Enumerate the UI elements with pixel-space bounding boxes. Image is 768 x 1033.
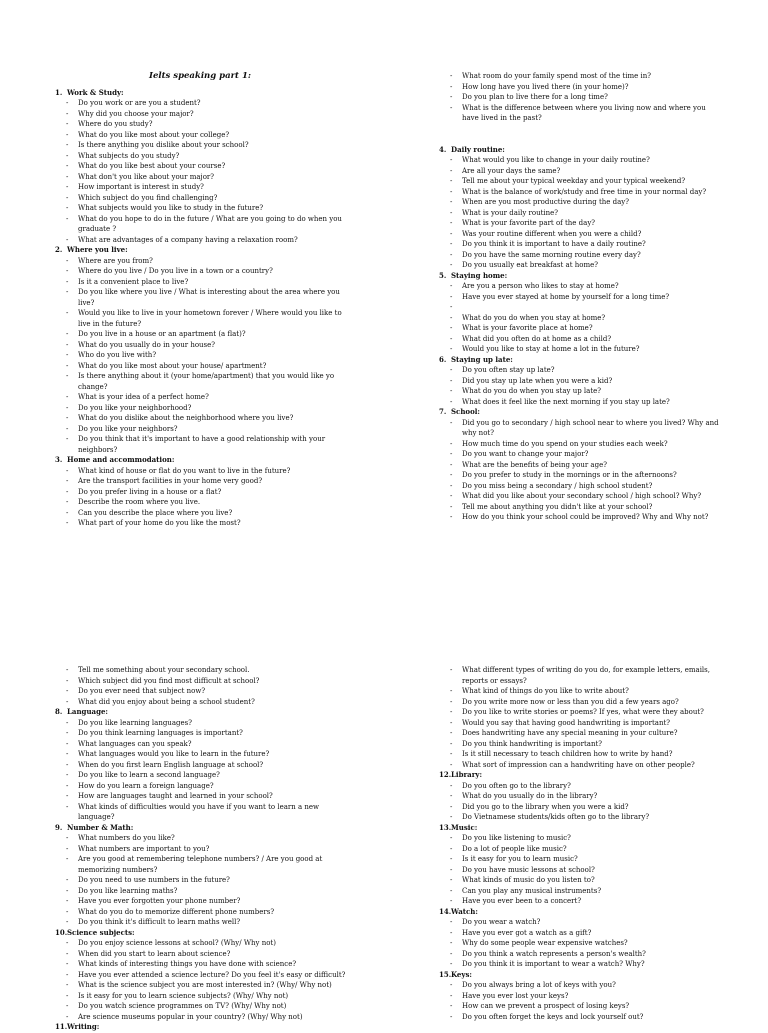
question-item: - Tell me something about your secondary school. bbox=[55, 665, 355, 676]
question-item: - Do you like learning languages? bbox=[55, 718, 355, 729]
section-title: Music: bbox=[451, 822, 478, 832]
question-item: - Would you say that having good handwriting is important? bbox=[439, 718, 721, 729]
question-item: - How are languages taught and learned in your school? bbox=[55, 791, 355, 802]
question-item: - Do you write more now or less than you did a few years ago? bbox=[439, 697, 721, 708]
question-item: - Is it easy for you to learn music? bbox=[439, 854, 721, 865]
question-list bbox=[55, 466, 355, 529]
question-item: - Do you think it is important to wear a watch? Why? bbox=[439, 959, 721, 970]
section-number: 6. bbox=[439, 354, 447, 364]
section bbox=[55, 245, 355, 455]
question-item: - Have you ever stayed at home by yourself for a long time? bbox=[439, 292, 721, 303]
question-item: - What is your favorite part of the day? bbox=[439, 218, 721, 229]
question-item: - What room do your family spend most of the time in? bbox=[439, 71, 721, 82]
question-item: - Do you think it is important to have a daily routine? bbox=[439, 239, 721, 250]
section-number: 3. bbox=[55, 455, 63, 464]
question-item: - Are you a person who likes to stay at home? bbox=[439, 281, 721, 292]
question-list bbox=[439, 281, 721, 355]
question-item: - What do you like most about your college? bbox=[55, 130, 355, 141]
section-heading bbox=[439, 907, 721, 918]
section bbox=[439, 970, 721, 1023]
section-heading bbox=[55, 455, 355, 466]
question-item: - Does handwriting have any special meaning in your culture? bbox=[439, 728, 721, 739]
question-item: - Do you like learning maths? bbox=[55, 886, 355, 897]
question-item: - How long have you lived there (in your home)? bbox=[439, 82, 721, 93]
section-heading bbox=[439, 355, 721, 366]
section-title: Watch: bbox=[451, 906, 478, 916]
question-item: - Do you like listening to music? bbox=[439, 833, 721, 844]
section-heading bbox=[439, 145, 721, 156]
question-item: - Who do you live with? bbox=[55, 350, 355, 361]
section-number: 11. bbox=[55, 1022, 68, 1031]
section bbox=[439, 823, 721, 907]
section-number: 12. bbox=[439, 770, 452, 779]
spacer bbox=[439, 124, 721, 135]
section-number: 10. bbox=[55, 927, 68, 937]
question-item: - Do you think learning languages is important? bbox=[55, 728, 355, 739]
question-item: - Can you describe the place where you live? bbox=[55, 508, 355, 519]
question-item: - Do you think handwriting is important? bbox=[439, 739, 721, 750]
question-list bbox=[55, 98, 355, 245]
question-list bbox=[439, 155, 721, 271]
question-item: - Do you ever need that subject now? bbox=[55, 686, 355, 697]
question-item: - When did you start to learn about science? bbox=[55, 949, 355, 960]
section bbox=[55, 707, 355, 823]
section bbox=[439, 407, 721, 523]
question-item: - What would you like to change in your daily routine? bbox=[439, 155, 721, 166]
question-item: - Do a lot of people like music? bbox=[439, 844, 721, 855]
question-item: - Which subject did you find most difficult at school? bbox=[55, 676, 355, 687]
section bbox=[439, 355, 721, 408]
question-item: - What is your favorite place at home? bbox=[439, 323, 721, 334]
question-item: - What kind of house or flat do you want to live in the future? bbox=[55, 466, 355, 477]
section-title: Staying home: bbox=[451, 270, 508, 280]
question-item: - Where are you from? bbox=[55, 256, 355, 267]
spacer bbox=[439, 134, 721, 145]
question-item: - Do you have music lessons at school? bbox=[439, 865, 721, 876]
question-item: - Do you plan to live there for a long time? bbox=[439, 92, 721, 103]
section-heading bbox=[55, 88, 355, 99]
top-right-column bbox=[439, 71, 721, 523]
section-number: 2. bbox=[55, 245, 63, 254]
question-list bbox=[55, 938, 355, 1022]
question-item: - Do you think that it's important to have a good relationship with your neighbors? bbox=[55, 434, 355, 455]
section bbox=[439, 770, 721, 823]
question-item: - What languages would you like to learn in the future? bbox=[55, 749, 355, 760]
question-item: - What did you like about your secondary school / high school? Why? bbox=[439, 491, 721, 502]
question-item: - Are the transport facilities in your home very good? bbox=[55, 476, 355, 487]
section-number: 1. bbox=[55, 87, 63, 97]
question-item: - What subjects do you study? bbox=[55, 151, 355, 162]
question-item: - Is it still necessary to teach children how to write by hand? bbox=[439, 749, 721, 760]
question-item: - What is the science subject you are most interested in? (Why/ Why not) bbox=[55, 980, 355, 991]
question-item: - Do you work or are you a student? bbox=[55, 98, 355, 109]
section-number: 7. bbox=[439, 407, 447, 416]
question-item: - What did you enjoy about being a school student? bbox=[55, 697, 355, 708]
section-heading bbox=[439, 407, 721, 418]
question-item: - What do you do when you stay at home? bbox=[439, 313, 721, 324]
question-list bbox=[55, 833, 355, 928]
question-item: - How do you think your school could be improved? Why and Why not? bbox=[439, 512, 721, 523]
question-item: - Do you think a watch represents a person's wealth? bbox=[439, 949, 721, 960]
question-list bbox=[439, 917, 721, 970]
question-item: - Are science museums popular in your country? (Why/ Why not) bbox=[55, 1012, 355, 1023]
top-left-column bbox=[55, 71, 355, 529]
question-item: - What do you like best about your course? bbox=[55, 161, 355, 172]
question-item: - What do you usually do in your house? bbox=[55, 340, 355, 351]
question-item: - What did you often do at home as a child? bbox=[439, 334, 721, 345]
question-item: - Do you like where you live / What is interesting about the area where you live? bbox=[55, 287, 355, 308]
question-list bbox=[439, 833, 721, 907]
question-item: - What subjects would you like to study in the future? bbox=[55, 203, 355, 214]
section-title: Library: bbox=[451, 770, 483, 779]
section bbox=[55, 823, 355, 928]
section-title: Daily routine: bbox=[451, 144, 505, 154]
question-item: - What are advantages of a company having a relaxation room? bbox=[55, 235, 355, 246]
question-item: - Did you stay up late when you were a kid? bbox=[439, 376, 721, 387]
bottom-right-column bbox=[439, 665, 721, 1022]
question-item: - What do you usually do in the library? bbox=[439, 791, 721, 802]
question-item: - Is it easy for you to learn science subjects? (Why/ Why not) bbox=[55, 991, 355, 1002]
question-item: - What do you hope to do in the future / What are you going to do when you graduate ? bbox=[55, 214, 355, 235]
section-heading bbox=[55, 928, 355, 939]
question-item: - How can we prevent a prospect of losing keys? bbox=[439, 1001, 721, 1012]
question-item: - Was your routine different when you were a child? bbox=[439, 229, 721, 240]
question-item: - What kinds of difficulties would you have if you want to learn a new language? bbox=[55, 802, 355, 823]
section-number: 9. bbox=[55, 822, 63, 832]
question-list bbox=[55, 256, 355, 456]
question-item: - Do you often forget the keys and lock yourself out? bbox=[439, 1012, 721, 1023]
section bbox=[439, 145, 721, 271]
question-item: - What are the benefits of being your age? bbox=[439, 460, 721, 471]
question-item: - Have you ever got a watch as a gift? bbox=[439, 928, 721, 939]
section-title: Writing: bbox=[67, 1022, 100, 1031]
section-heading bbox=[439, 823, 721, 834]
section-heading bbox=[55, 245, 355, 256]
question-item: - Which subject do you find challenging? bbox=[55, 193, 355, 204]
question-item: - Do you think it's difficult to learn maths well? bbox=[55, 917, 355, 928]
question-item: - What kinds of interesting things you have done with science? bbox=[55, 959, 355, 970]
question-item: - What kinds of music do you listen to? bbox=[439, 875, 721, 886]
section-title: Keys: bbox=[451, 969, 472, 979]
question-item: - When do you first learn English language at school? bbox=[55, 760, 355, 771]
question-item: - What does it feel like the next morning if you stay up late? bbox=[439, 397, 721, 408]
question-item: - Do you live in a house or an apartment (a flat)? bbox=[55, 329, 355, 340]
question-item: - Would you like to live in your hometown forever / Where would you like to live in the future? bbox=[55, 308, 355, 329]
section-title: Staying up late: bbox=[451, 354, 513, 364]
section-number: 13. bbox=[439, 822, 452, 832]
question-item: - Are all your days the same? bbox=[439, 166, 721, 177]
section-number: 15. bbox=[439, 969, 452, 979]
question-item: - Do you prefer living in a house or a flat? bbox=[55, 487, 355, 498]
question-item: - What do you do to memorize different phone numbers? bbox=[55, 907, 355, 918]
question-item: - Why did you choose your major? bbox=[55, 109, 355, 120]
question-item: - What is your daily routine? bbox=[439, 208, 721, 219]
question-item: - What don't you like about your major? bbox=[55, 172, 355, 183]
question-item: - Describe the room where you live. bbox=[55, 497, 355, 508]
question-item: - What numbers are important to you? bbox=[55, 844, 355, 855]
section-heading bbox=[55, 707, 355, 718]
question-list bbox=[55, 718, 355, 823]
question-item: - Do you wear a watch? bbox=[439, 917, 721, 928]
question-list bbox=[439, 665, 721, 770]
section-title: Where you live: bbox=[67, 245, 128, 254]
question-item: - Do you watch science programmes on TV? (Why/ Why not) bbox=[55, 1001, 355, 1012]
question-item: - Do you always bring a lot of keys with you? bbox=[439, 980, 721, 991]
section bbox=[439, 271, 721, 355]
section-heading bbox=[439, 770, 721, 781]
question-item: - Is there anything about it (your home/apartment) that you would like yo change? bbox=[55, 371, 355, 392]
question-item: - Do you prefer to study in the mornings or in the afternoons? bbox=[439, 470, 721, 481]
question-item: - Did you go to secondary / high school near to where you lived? Why and why not? bbox=[439, 418, 721, 439]
question-item: - Do you miss being a secondary / high school student? bbox=[439, 481, 721, 492]
question-item: - Have you ever forgotten your phone number? bbox=[55, 896, 355, 907]
question-item: - Do you want to change your major? bbox=[439, 449, 721, 460]
question-item: - Did you go to the library when you were a kid? bbox=[439, 802, 721, 813]
section-heading bbox=[439, 970, 721, 981]
question-item: - Do you enjoy science lessons at school? (Why/ Why not) bbox=[55, 938, 355, 949]
page-title: Ielts speaking part 1: bbox=[149, 71, 251, 81]
question-item: - Do you often stay up late? bbox=[439, 365, 721, 376]
section-heading bbox=[55, 823, 355, 834]
section-number: 14. bbox=[439, 906, 452, 916]
section-number: 5. bbox=[439, 270, 447, 280]
question-item: - What is the balance of work/study and free time in your normal day? bbox=[439, 187, 721, 198]
question-item: - Do you usually eat breakfast at home? bbox=[439, 260, 721, 271]
question-item: - What do you do when you stay up late? bbox=[439, 386, 721, 397]
section-heading bbox=[439, 271, 721, 282]
question-item: - Is there anything you dislike about your school? bbox=[55, 140, 355, 151]
section-title: Work & Study: bbox=[67, 87, 124, 97]
question-item bbox=[439, 302, 721, 313]
question-item: - When are you most productive during the day? bbox=[439, 197, 721, 208]
question-item: - Have you ever lost your keys? bbox=[439, 991, 721, 1002]
bottom-left-column bbox=[55, 665, 355, 1033]
question-item: - Are you good at remembering telephone numbers? / Are you good at memorizing numbers? bbox=[55, 854, 355, 875]
section bbox=[55, 455, 355, 529]
section-title: Number & Math: bbox=[67, 822, 134, 832]
question-item: - How much time do you spend on your studies each week? bbox=[439, 439, 721, 450]
question-item: - Do you often go to the library? bbox=[439, 781, 721, 792]
question-item: - Do you need to use numbers in the future? bbox=[55, 875, 355, 886]
section-title: Home and accommodation: bbox=[67, 455, 175, 464]
question-item: - Do you like to write stories or poems? If yes, what were they about? bbox=[439, 707, 721, 718]
question-item: - How do you learn a foreign language? bbox=[55, 781, 355, 792]
section bbox=[55, 88, 355, 246]
question-item: - What languages can you speak? bbox=[55, 739, 355, 750]
question-item: - Do Vietnamese students/kids often go to the library? bbox=[439, 812, 721, 823]
question-item: - What is your idea of a perfect home? bbox=[55, 392, 355, 403]
question-item: - Have you ever been to a concert? bbox=[439, 896, 721, 907]
question-item: - Is it a convenient place to live? bbox=[55, 277, 355, 288]
question-list bbox=[439, 980, 721, 1022]
question-item: - What is the difference between where you living now and where you have lived in the past? bbox=[439, 103, 721, 124]
question-item: - Where do you live / Do you live in a town or a country? bbox=[55, 266, 355, 277]
question-item: - Do you like your neighbors? bbox=[55, 424, 355, 435]
section-number: 8. bbox=[55, 707, 63, 716]
question-item: - What numbers do you like? bbox=[55, 833, 355, 844]
question-item: - Tell me about your typical weekday and your typical weekend? bbox=[439, 176, 721, 187]
question-item: - What different types of writing do you do, for example letters, emails, reports or essays? bbox=[439, 665, 721, 686]
section bbox=[55, 928, 355, 1023]
question-item: - Where do you study? bbox=[55, 119, 355, 130]
question-item: - Tell me about anything you didn't like at your school? bbox=[439, 502, 721, 513]
question-item: - What sort of impression can a handwriting have on other people? bbox=[439, 760, 721, 771]
question-item: - What do you dislike about the neighborhood where you live? bbox=[55, 413, 355, 424]
section-number: 4. bbox=[439, 144, 447, 154]
question-list bbox=[55, 665, 355, 707]
question-item: - What kind of things do you like to write about? bbox=[439, 686, 721, 697]
question-item: - Do you have the same morning routine every day? bbox=[439, 250, 721, 261]
question-item: - Have you ever attended a science lecture? Do you feel it's easy or difficult? bbox=[55, 970, 355, 981]
question-item: - Can you play any musical instruments? bbox=[439, 886, 721, 897]
section-title: School: bbox=[451, 407, 480, 416]
question-item: - Why do some people wear expensive watches? bbox=[439, 938, 721, 949]
question-list bbox=[439, 365, 721, 407]
section-title: Language: bbox=[67, 707, 108, 716]
question-item: - How important is interest in study? bbox=[55, 182, 355, 193]
section bbox=[439, 907, 721, 970]
question-list bbox=[439, 71, 721, 124]
question-list bbox=[439, 418, 721, 523]
question-item: - Would you like to stay at home a lot in the future? bbox=[439, 344, 721, 355]
question-list bbox=[439, 781, 721, 823]
section-title: Science subjects: bbox=[67, 927, 135, 937]
question-item: - What part of your home do you like the most? bbox=[55, 518, 355, 529]
question-item: - Do you like to learn a second language? bbox=[55, 770, 355, 781]
question-item: - What do you like most about your house/ apartment? bbox=[55, 361, 355, 372]
question-item: - Do you like your neighborhood? bbox=[55, 403, 355, 414]
